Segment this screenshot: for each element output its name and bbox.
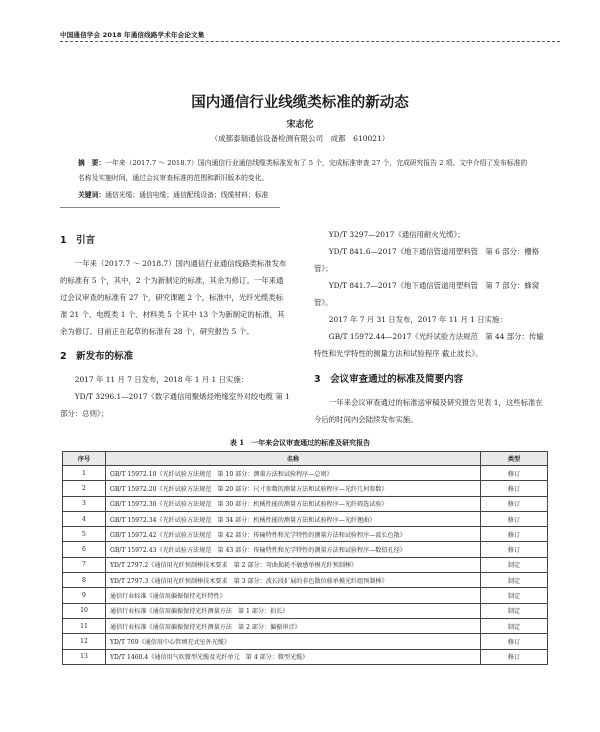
row-name-cell: GB/T 15972.10《光纤试验方法规范 第 10 部分：测量方法和试验程序—总则》 — [106, 466, 481, 481]
row-index-cell: 1 — [63, 466, 106, 481]
row-type-cell: 制定 — [481, 573, 548, 588]
row-index-cell: 5 — [63, 527, 106, 542]
row-index-cell: 10 — [63, 603, 106, 618]
table-row — [63, 588, 548, 603]
row-name-cell: GB/T 15972.42《光纤试验方法规范 第 42 部分：传输特性和光学特性的测量方法和试验程序—波长色散》 — [106, 527, 481, 542]
row-name-cell: 通信行业标准《通信用偏振保持光纤特性》 — [106, 588, 481, 603]
row-index-cell: 9 — [63, 588, 106, 603]
row-type-cell: 制定 — [481, 603, 548, 618]
keywords-label: 关键词： — [78, 191, 106, 199]
row-name-cell: 通信行业标准《通信用偏振保持光纤测量方法 第 1 部分：拍长》 — [106, 603, 481, 618]
author-name: 宋志佗 — [286, 120, 314, 130]
section-3-heading: 3 会议审查通过的标准及简要内容 — [314, 374, 464, 385]
row-index-cell: 2 — [63, 481, 106, 496]
row-type-cell: 修订 — [481, 649, 548, 664]
row-type-cell: 制定 — [481, 557, 548, 572]
row-type-cell: 修订 — [481, 527, 548, 542]
table-caption: 表 1 一年来会议审查通过的标准及研究报告 — [229, 438, 371, 447]
section-2-standard-1: YD/T 3296.1—2017《数字通信用聚烯烃绝缘室外对绞电缆 第 1 部分：总则》； — [60, 392, 290, 418]
row-type-cell: 修订 — [481, 511, 548, 526]
table-row — [63, 527, 548, 542]
header-index: 序号 — [63, 452, 106, 466]
left-column — [60, 232, 290, 422]
running-head: 中国通信学会 2018 年通信线路学术年会论文集 — [60, 31, 205, 39]
row-index-cell: 3 — [63, 496, 106, 511]
table-row — [63, 496, 548, 511]
table-row — [63, 603, 548, 618]
row-type-cell: 修订 — [481, 634, 548, 649]
standard-yd-t-3297: YD/T 3297—2017《通信用耐火光缆》； — [328, 230, 465, 239]
table-row — [63, 573, 548, 588]
abstract-separator — [60, 207, 280, 208]
row-name-cell: GB/T 15972.34《光纤试验方法规范 第 34 部分：机械性能的测量方法和试验程序—光纤翘曲》 — [106, 511, 481, 526]
table-header-row — [63, 452, 548, 466]
row-name-cell: YD/T 2797.3《通信用光纤预制棒技术要求 第 3 部分：波长段扩展的非色散位移单模光纤组预制棒》 — [106, 573, 481, 588]
section-1-heading: 1 引言 — [60, 235, 96, 246]
keywords — [78, 189, 530, 199]
abstract-text: 一年来（2017.7 ～ 2018.7）国内通信行业通信线缆类标准发布了 5 个，完成标准审查 27 个，完成研究报告 2 项。文中介绍了发布标准的名称及实施时间，通过会议审查标准的范围和新旧版本的变化。 — [78, 159, 528, 182]
affiliation: （成都泰瑞通信设备检测有限公司 成都 610021） — [210, 134, 390, 143]
table-row — [63, 634, 548, 649]
paper-title: 国内通信行业线缆类标准的新动态 — [191, 95, 409, 111]
date-line-2: 2017 年 7 月 31 日发布，2017 年 11 月 1 日实施： — [328, 315, 507, 324]
row-name-cell: YD/T 1460.4《通信用气吹微型光缆及光纤单元 第 4 部分：微型光缆》 — [106, 649, 481, 664]
table-row — [63, 511, 548, 526]
row-type-cell: 修订 — [481, 542, 548, 557]
header-name: 名称 — [106, 452, 481, 466]
row-index-cell: 12 — [63, 634, 106, 649]
row-name-cell: YD/T 769《通信用中心管填充式室外光缆》 — [106, 634, 481, 649]
row-name-cell: GB/T 15972.30《光纤试验方法规范 第 30 部分：机械性能的测量方法和试验程序—光纤筛选试验》 — [106, 496, 481, 511]
row-name-cell: GB/T 15972.20《光纤试验方法规范 第 20 部分：尺寸参数的测量方法和试验程序—光纤几何参数》 — [106, 481, 481, 496]
standard-gb-t-15972-44: GB/T 15972.44—2017《光纤试验方法规范 第 44 部分：传输特性和光学特性的测量方法和试验程序 截止波长》。 — [314, 332, 544, 358]
abstract — [78, 156, 530, 186]
standards-table — [62, 451, 548, 665]
row-index-cell: 11 — [63, 618, 106, 633]
table-row — [63, 466, 548, 481]
table-row — [63, 481, 548, 496]
section-1-paragraph: 一年来（2017.7 ～ 2018.7）国内通信行业通信线路类标准发布的标准有 5 个，其中，2 个为新制定的标准，其余为修订。一年来通过会议审查的标准有 27 个，研究课题 2 个，标准中，光纤光缆类标准 21 个、电缆类 1 个、材料类 5 个其中 13 个为新制定的标准，其余为修订。目前正在起草的标准有 28 个，研究报告 5 个。 — [60, 259, 287, 336]
standard-yd-t-841-7: YD/T 841.7—2017《地下通信管道用塑料管 第 7 部分：蜂窝管》。 — [314, 281, 540, 307]
keywords-text: 通信光缆；通信电缆；通信配线设备；线缆材料；标准 — [105, 191, 269, 199]
abstract-label: 摘 要： — [78, 159, 106, 167]
row-type-cell: 修订 — [481, 466, 548, 481]
row-index-cell: 13 — [63, 649, 106, 664]
row-index-cell: 4 — [63, 511, 106, 526]
row-name-cell: YD/T 2797.2《通信用光纤预制棒技术要求 第 2 部分：弯曲损耗不敏感单模光纤预制棒》 — [106, 557, 481, 572]
row-type-cell: 制定 — [481, 588, 548, 603]
right-column — [314, 226, 548, 428]
row-type-cell: 制定 — [481, 618, 548, 633]
row-type-cell: 修订 — [481, 496, 548, 511]
standard-yd-t-841-6: YD/T 841.6—2017《地下通信管道用塑料管 第 6 部分：栅格管》； — [314, 247, 540, 273]
header-type: 类型 — [481, 452, 548, 466]
section-2-date-line: 2017 年 11 月 7 日发布，2018 年 1 月 1 日实施： — [74, 375, 249, 384]
header-rule — [60, 41, 560, 42]
row-index-cell: 7 — [63, 557, 106, 572]
row-index-cell: 6 — [63, 542, 106, 557]
row-name-cell: 通信行业标准《通信用偏振保持光纤测量方法 第 2 部分：偏振串音》 — [106, 618, 481, 633]
table-row — [63, 649, 548, 664]
table-row — [63, 618, 548, 633]
row-name-cell: GB/T 15972.43《光纤试验方法规范 第 43 部分：传输特性和光学特性的测量方法和试验程序—数值孔径》 — [106, 542, 481, 557]
table-body — [63, 466, 548, 665]
row-index-cell: 8 — [63, 573, 106, 588]
table-row — [63, 557, 548, 572]
table-row — [63, 542, 548, 557]
section-3-paragraph: 一年来会议审查通过的标准送审稿及研究报告见表 1，这些标准在今后的时间内会陆续发布实施。 — [314, 398, 543, 424]
section-2-heading: 2 新发布的标准 — [60, 351, 134, 362]
row-type-cell: 修订 — [481, 481, 548, 496]
